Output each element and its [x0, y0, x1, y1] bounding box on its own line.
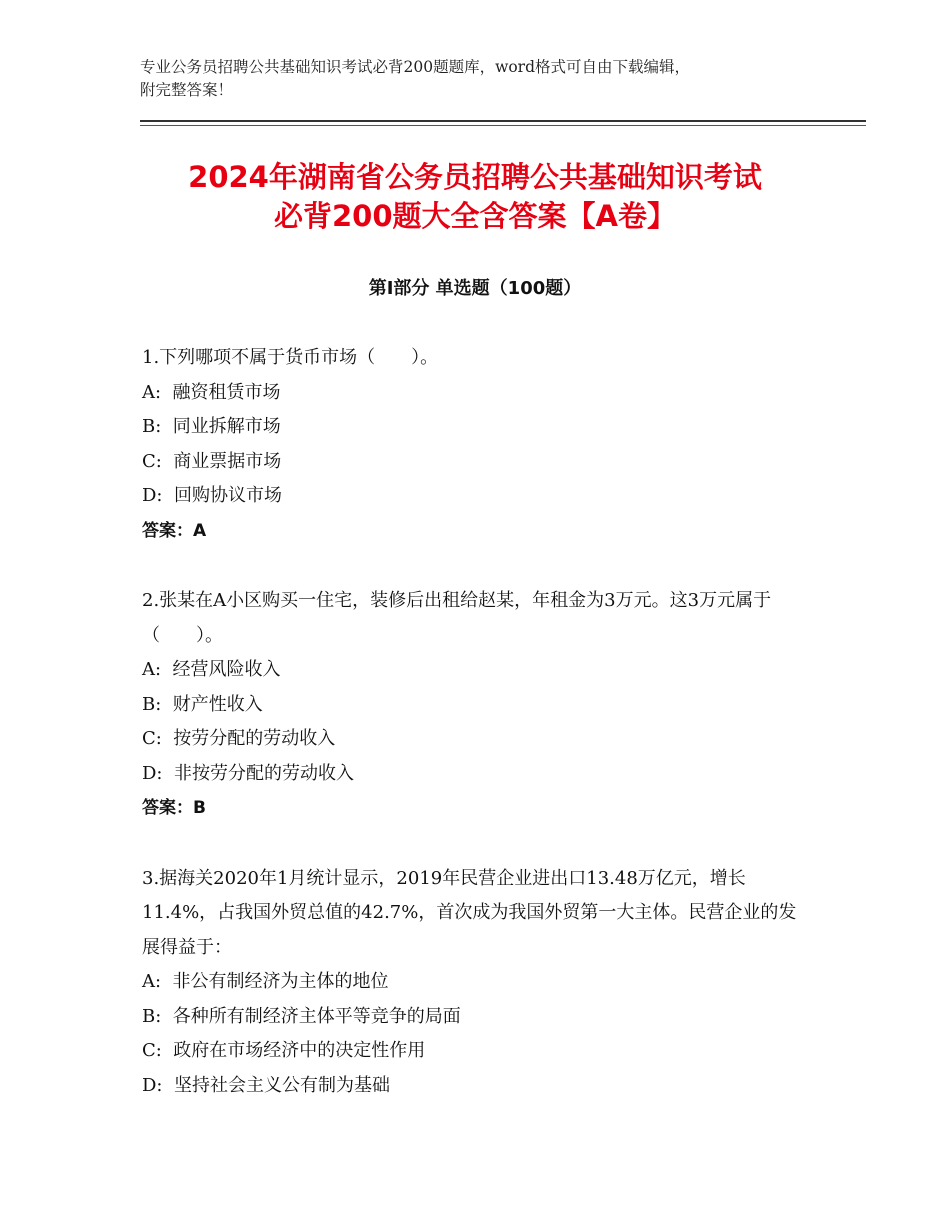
option-b: B: 财产性收入 — [142, 693, 263, 715]
option-d: D: 坚持社会主义公有制为基础 — [142, 1074, 390, 1096]
document-title — [100, 158, 850, 236]
answer-line: 答案：A — [142, 520, 207, 541]
document-title-line-2: 必背200题大全含答案【A卷】 — [274, 199, 676, 233]
question-1 — [142, 341, 810, 548]
option-c: C: 政府在市场经济中的决定性作用 — [142, 1040, 426, 1061]
option-a: A: 非公有制经济为主体的地位 — [142, 971, 389, 992]
header-divider-thin — [140, 125, 866, 126]
question-2 — [142, 584, 810, 826]
option-a: A: 经营风险收入 — [142, 659, 281, 680]
option-b: B: 同业拆解市场 — [142, 416, 281, 437]
header-note: 专业公务员招聘公共基础知识考试必背200题题库，word格式可自由下载编辑， 附完整答案！ — [140, 58, 691, 99]
option-c: C: 商业票据市场 — [142, 450, 282, 472]
question-stem: 2.张某在A小区购买一住宅，装修后出租给赵某，年租金为3万元。这3万元属于（ ）。 — [142, 590, 772, 646]
option-c: C: 按劳分配的劳动收入 — [142, 728, 336, 749]
option-d: D: 非按劳分配的劳动收入 — [142, 762, 354, 784]
question-3 — [142, 862, 810, 1104]
question-list — [142, 341, 810, 1139]
option-a: A: 融资租赁市场 — [142, 381, 281, 403]
header-divider-thick — [140, 120, 866, 122]
question-stem: 3.据海关2020年1月统计显示，2019年民营企业进出口13.48万亿元，增长11.4%，占我国外贸总值的42.7%，首次成为我国外贸第一大主体。民营企业的发展得益于： — [142, 867, 797, 958]
document-title-line-1: 2024年湖南省公务员招聘公共基础知识考试 — [188, 160, 762, 194]
option-b: B: 各种所有制经济主体平等竞争的局面 — [142, 1005, 461, 1027]
option-d: D: 回购协议市场 — [142, 485, 282, 506]
section-heading: 第Ⅰ部分 单选题（100题） — [368, 278, 582, 299]
answer-line: 答案：B — [142, 798, 206, 818]
question-stem: 1.下列哪项不属于货币市场（ ）。 — [142, 347, 439, 368]
